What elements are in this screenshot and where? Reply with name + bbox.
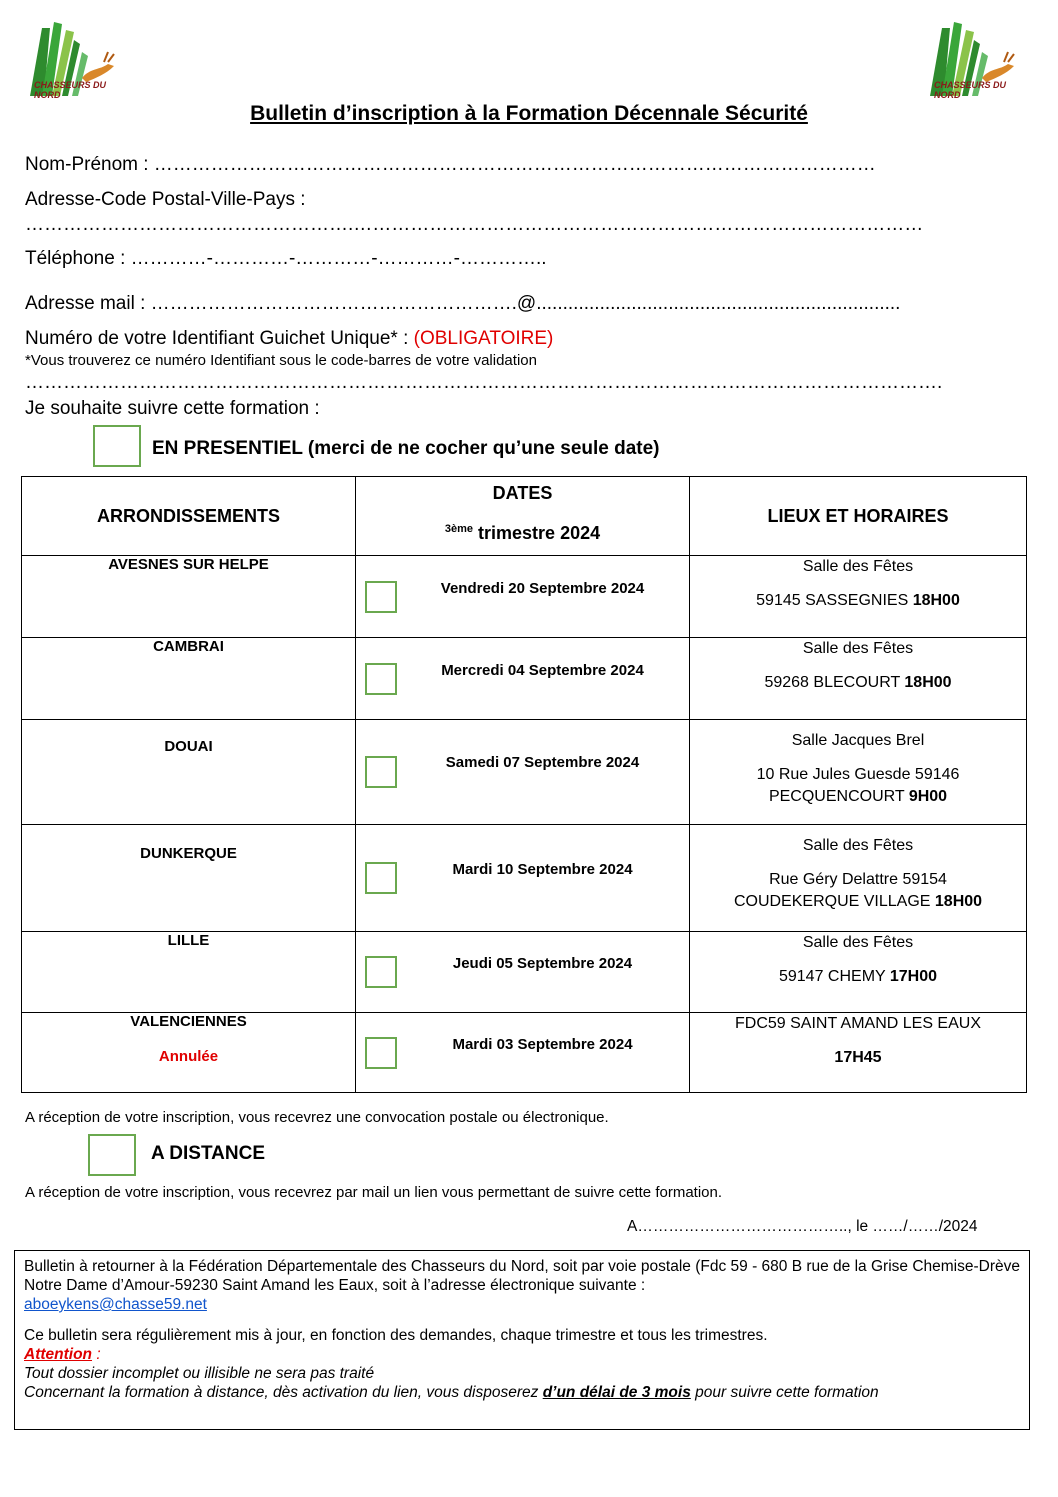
contact-email-link[interactable]: aboeykens@chasse59.net xyxy=(24,1296,207,1313)
lieu-address: Rue Géry Delattre 59154 xyxy=(769,871,947,888)
lieu-venue: Salle des Fêtes xyxy=(802,558,914,575)
id-label xyxy=(25,328,553,350)
col-lieux xyxy=(690,477,1027,556)
schedule-table xyxy=(21,476,1027,1093)
col-dates-label: DATES xyxy=(492,483,553,503)
lieu-venue: Salle des Fêtes xyxy=(802,837,914,854)
table-row xyxy=(22,638,1027,720)
attention-label: Attention xyxy=(24,1346,93,1363)
table-row xyxy=(22,825,1027,932)
lieu-venue: Salle des Fêtes xyxy=(802,640,914,657)
lieu-cell xyxy=(690,638,1027,720)
col-dates-sup: 3ème xyxy=(444,523,474,535)
table-header-row xyxy=(22,477,1027,556)
id-field[interactable]: ………………………………………………………………………………………………………………………………. xyxy=(25,372,943,393)
lieu-city: PECQUENCOURT xyxy=(768,788,909,805)
date-cell xyxy=(356,720,690,825)
arrondissement-name: CAMBRAI xyxy=(153,638,224,655)
arrondissement-cell xyxy=(22,932,356,1013)
notice-incomplete-text: Tout dossier incomplet ou illisible ne sera pas traité xyxy=(24,1365,375,1382)
arrondissement-cell xyxy=(22,638,356,720)
date-cell xyxy=(356,556,690,638)
date-checkbox[interactable] xyxy=(365,956,397,988)
required-badge: (OBLIGATOIRE) xyxy=(413,328,554,349)
notice-distance-text: Concernant la formation à distance, dès activation du lien, vous disposerez xyxy=(24,1384,543,1401)
arrondissement-name: DUNKERQUE xyxy=(140,845,237,862)
date-text: Mardi 10 Septembre 2024 xyxy=(452,861,633,878)
date-cell xyxy=(356,932,690,1013)
arrondissement-cell xyxy=(22,720,356,825)
distance-note: A réception de votre inscription, vous recevrez par mail un lien vous permettant de suivre cette formation. xyxy=(25,1184,723,1201)
date-cell xyxy=(356,1013,690,1093)
date-checkbox[interactable] xyxy=(365,1037,397,1069)
lieu-address: 59268 BLECOURT xyxy=(764,674,905,691)
signature-line[interactable]: A………………………………….., le ……/……/2024 xyxy=(627,1218,978,1235)
chasseurs-du-nord-logo xyxy=(22,18,122,108)
table-row xyxy=(22,1013,1027,1093)
notice-distance-end: pour suivre cette formation xyxy=(690,1384,879,1401)
lieu-hour: 9H00 xyxy=(908,788,948,805)
lieu-venue: Salle des Fêtes xyxy=(802,934,914,951)
lieu-venue: FDC59 SAINT AMAND LES EAUX xyxy=(735,1015,981,1032)
lieu-hour: 17H00 xyxy=(889,968,938,985)
date-checkbox[interactable] xyxy=(365,756,397,788)
cancelled-badge: Annulée xyxy=(158,1048,219,1065)
phone-field[interactable]: Téléphone : …………-…………-…………-…………-………….. xyxy=(25,248,547,269)
table-row xyxy=(22,720,1027,825)
notice-delay: d’un délai de 3 mois xyxy=(542,1384,691,1401)
id-note: *Vous trouverez ce numéro Identifiant sous le code-barres de votre validation xyxy=(25,352,537,369)
lieu-address: 59147 CHEMY xyxy=(778,968,890,985)
lieu-hour: 18H00 xyxy=(904,674,952,691)
date-text: Mardi 03 Septembre 2024 xyxy=(452,1036,633,1053)
lieu-hour: 18H00 xyxy=(912,592,960,609)
lieu-city: COUDEKERQUE VILLAGE xyxy=(733,893,935,910)
lieu-cell xyxy=(690,932,1027,1013)
date-cell xyxy=(356,638,690,720)
arrondissement-name: DOUAI xyxy=(164,738,213,755)
arrondissement-cell xyxy=(22,556,356,638)
email-field[interactable]: Adresse mail : ………………………………………………….@..................................................................... xyxy=(25,293,901,314)
date-checkbox[interactable] xyxy=(365,862,397,894)
date-text: Mercredi 04 Septembre 2024 xyxy=(441,662,644,679)
after-table-note: A réception de votre inscription, vous recevrez une convocation postale ou électronique. xyxy=(25,1109,609,1126)
attention-colon: : xyxy=(92,1346,101,1363)
date-checkbox[interactable] xyxy=(365,663,397,695)
table-row xyxy=(22,932,1027,1013)
date-cell xyxy=(356,825,690,932)
lieu-cell xyxy=(690,556,1027,638)
lieu-hour: 18H00 xyxy=(934,893,983,910)
date-checkbox[interactable] xyxy=(365,581,397,613)
chasseurs-du-nord-logo xyxy=(922,18,1022,108)
wish-label: Je souhaite suivre cette formation : xyxy=(25,398,320,419)
address-label: Adresse-Code Postal-Ville-Pays : xyxy=(25,189,306,210)
date-text: Jeudi 05 Septembre 2024 xyxy=(452,955,633,972)
col-lieux-label: LIEUX ET HORAIRES xyxy=(767,505,949,526)
col-dates-sub: trimestre 2024 xyxy=(478,523,601,543)
table-row xyxy=(22,556,1027,638)
lieu-hour: 17H45 xyxy=(834,1049,882,1066)
logo-text: CHASSEURS DU NORD xyxy=(34,80,107,100)
page-title: Bulletin d’inscription à la Formation Décennale Sécurité xyxy=(250,102,808,125)
arrondissement-cell xyxy=(22,825,356,932)
distance-label: A DISTANCE xyxy=(151,1143,265,1164)
name-field[interactable]: Nom-Prénom : …………………………………………………………………………………………………… xyxy=(25,154,876,175)
lieu-cell xyxy=(690,720,1027,825)
arrondissement-name: AVESNES SUR HELPE xyxy=(108,556,269,573)
arrondissement-cell xyxy=(22,1013,356,1093)
logo-text: CHASSEURS DU NORD xyxy=(934,80,1007,100)
notice-return-text: Bulletin à retourner à la Fédération Départementale des Chasseurs du Nord, soit par voie postale (Fdc 59 - 680 B rue de la Grise Chemise-Drève Notre Dame d’Amour-59230 Saint Amand les Eaux, soit à l’adresse électronique suivante : xyxy=(24,1258,1020,1294)
notice-update-text: Ce bulletin sera régulièrement mis à jour, en fonction des demandes, chaque trimestre et tous les trimestres. xyxy=(24,1327,768,1344)
id-label-text: Numéro de votre Identifiant Guichet Unique* : xyxy=(25,328,414,349)
date-text: Samedi 07 Septembre 2024 xyxy=(445,754,640,771)
distance-checkbox[interactable] xyxy=(88,1134,136,1176)
lieu-cell xyxy=(690,1013,1027,1093)
arrondissement-name: VALENCIENNES xyxy=(130,1013,247,1030)
lieu-address: 59145 SASSEGNIES xyxy=(756,592,913,609)
lieu-address: 10 Rue Jules Guesde 59146 xyxy=(756,766,960,783)
notice-box xyxy=(14,1250,1030,1430)
date-text: Vendredi 20 Septembre 2024 xyxy=(440,580,645,597)
col-arrondissements xyxy=(22,477,356,556)
lieu-cell xyxy=(690,825,1027,932)
presentiel-label: EN PRESENTIEL (merci de ne cocher qu’une seule date) xyxy=(152,438,660,459)
col-dates xyxy=(356,477,690,556)
presentiel-checkbox[interactable] xyxy=(93,425,141,467)
address-field[interactable]: …………………………………………….……………………………………………………………………………… xyxy=(25,214,924,235)
lieu-venue: Salle Jacques Brel xyxy=(791,732,925,749)
arrondissement-name: LILLE xyxy=(167,932,210,949)
col-arr-label: ARRONDISSEMENTS xyxy=(96,505,280,526)
